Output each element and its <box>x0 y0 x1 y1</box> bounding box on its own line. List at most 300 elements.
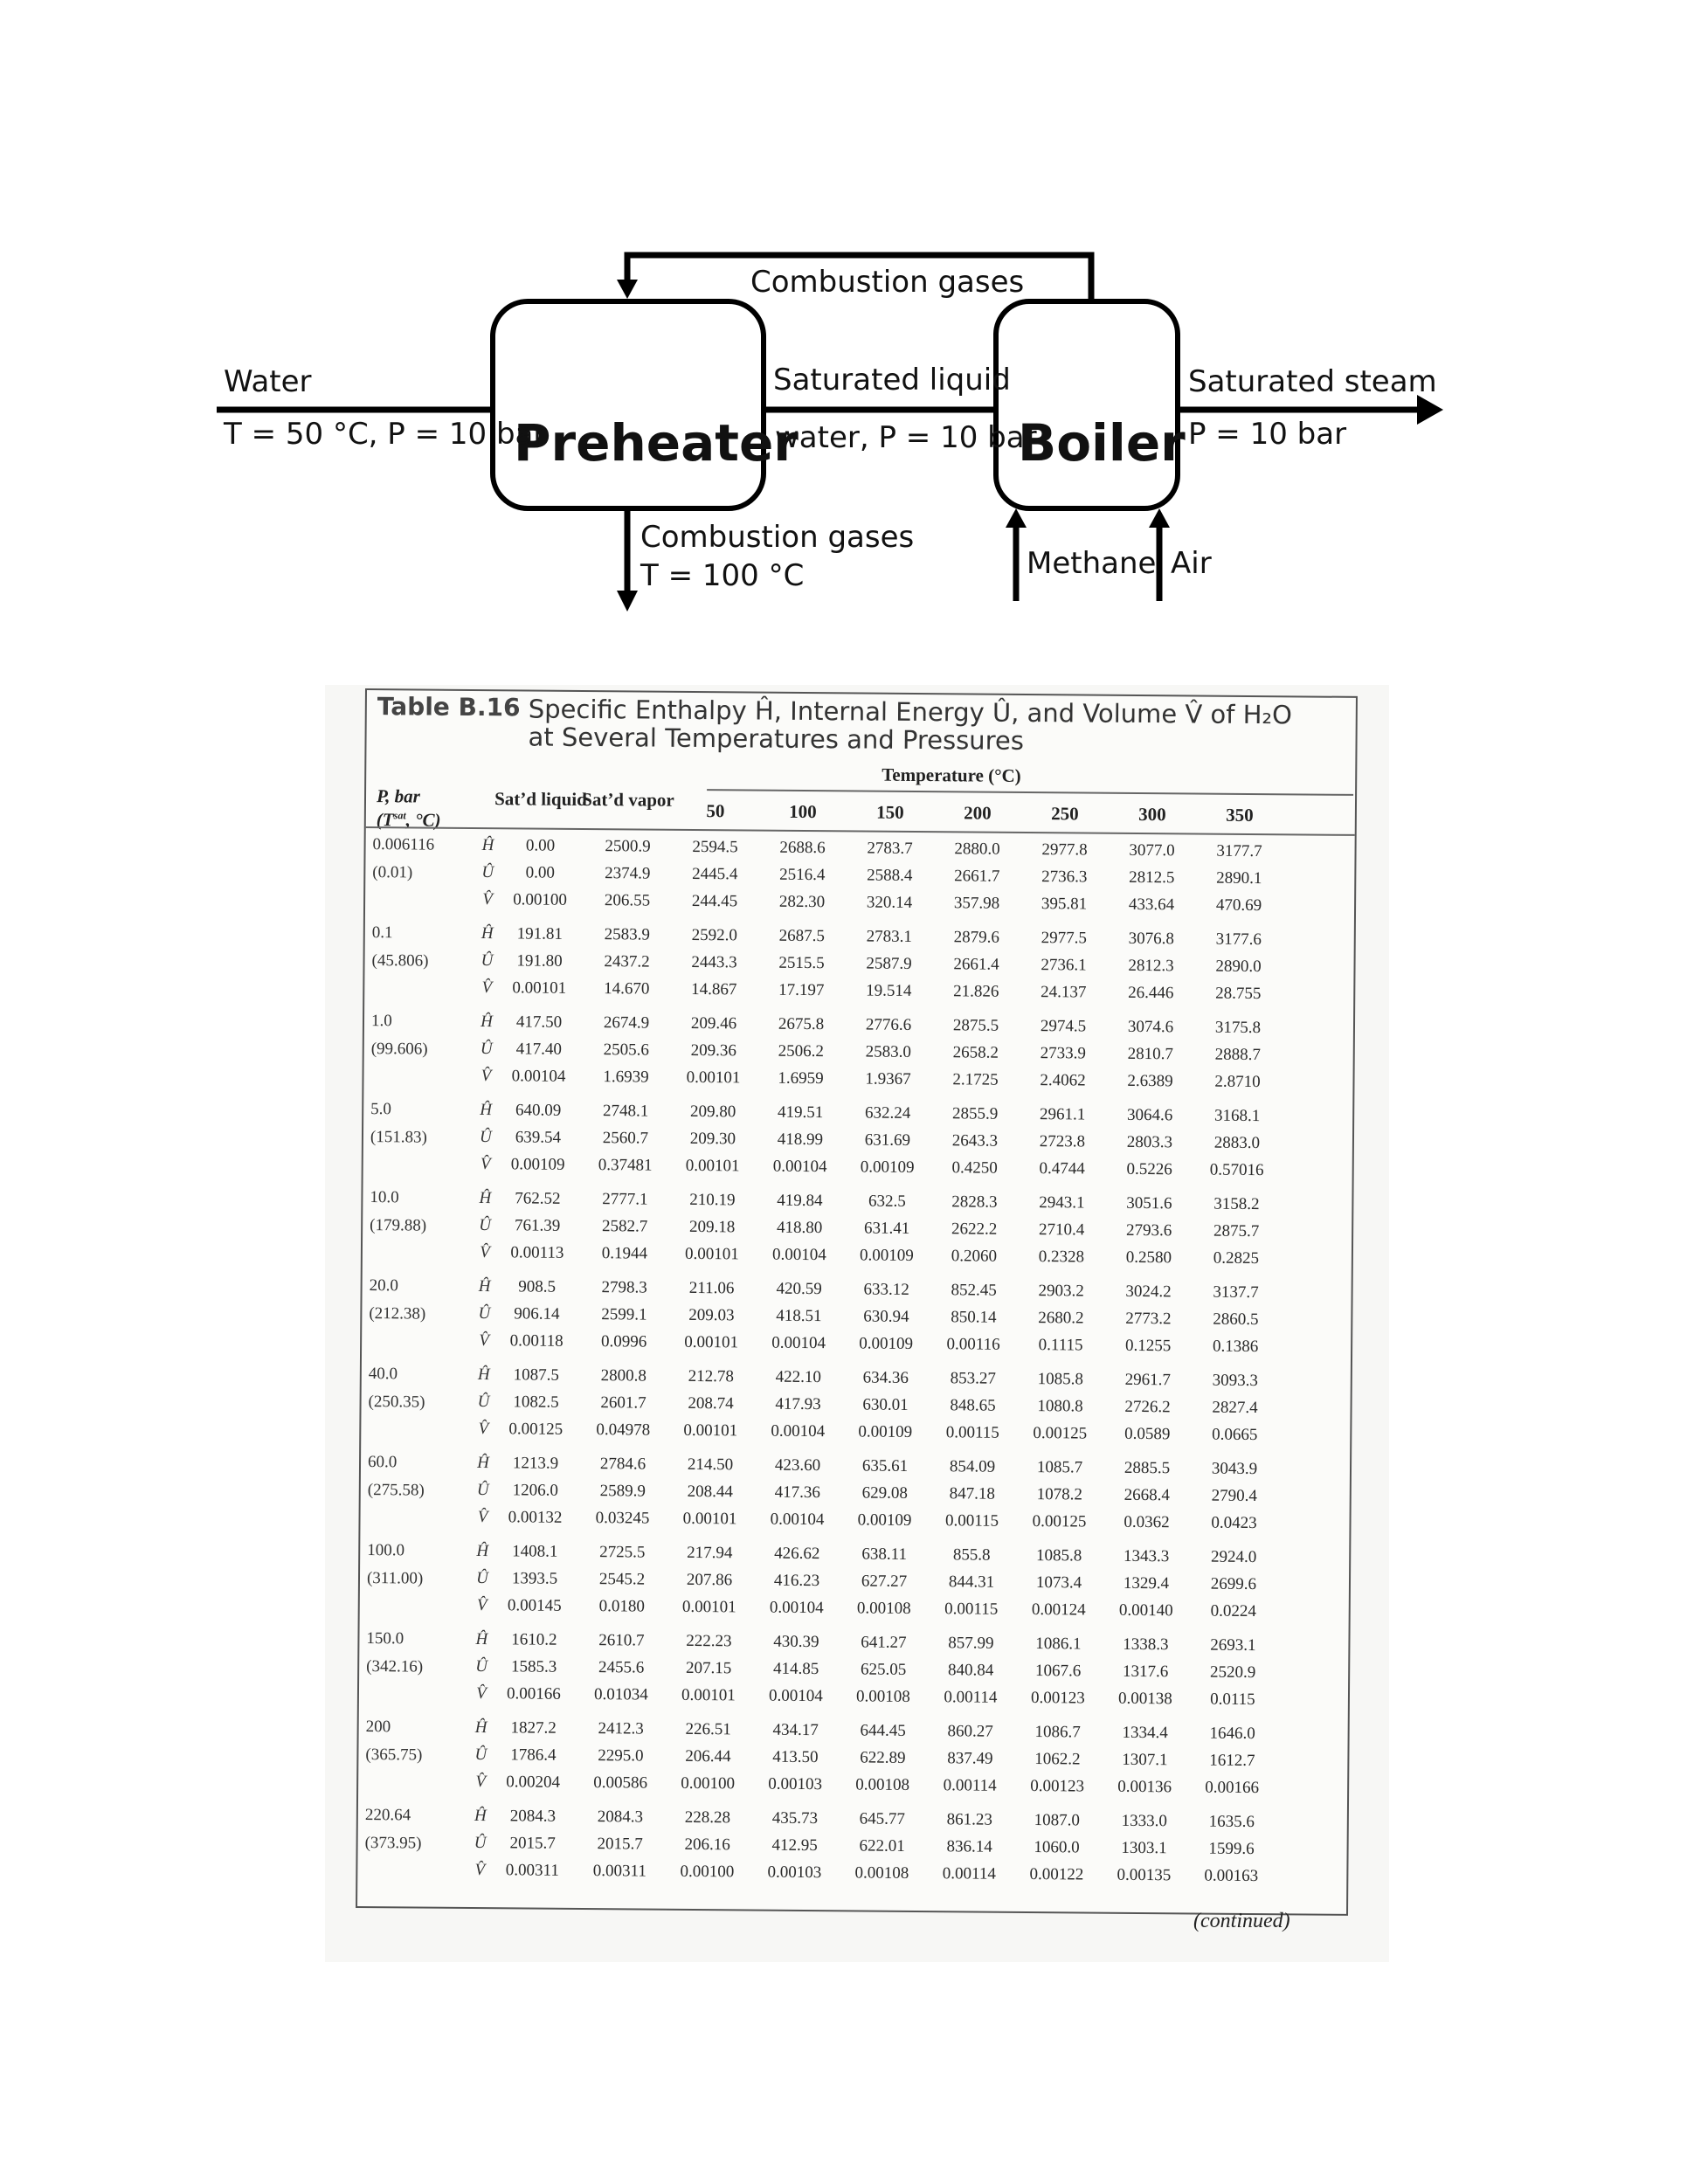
table-cell: 1303.1 <box>1121 1838 1167 1858</box>
table-cell: 28.755 <box>1215 984 1262 1004</box>
pressure-cell <box>366 1629 423 1677</box>
table-cell: 2374.9 <box>605 864 651 883</box>
table-cell: 0.00104 <box>769 1598 824 1618</box>
table-cell: 0.00104 <box>772 1157 827 1177</box>
table-cell: 645.77 <box>859 1809 906 1828</box>
table-cell: 1067.6 <box>1034 1662 1082 1681</box>
table-cell: 840.84 <box>947 1661 994 1680</box>
table-cell: 0.2580 <box>1125 1248 1172 1268</box>
table-cell: 0.00586 <box>593 1773 648 1793</box>
table-cell: 0.1944 <box>601 1244 648 1263</box>
table-cell: 2295.0 <box>598 1746 644 1766</box>
table-cell: 1610.2 <box>511 1630 557 1649</box>
table-cell: 2437.2 <box>604 952 650 971</box>
table-cell: 2455.6 <box>598 1658 645 1677</box>
table-cell: 0.0423 <box>1211 1513 1257 1533</box>
table-cell: 2668.4 <box>1124 1485 1170 1505</box>
table-cell: 0.00311 <box>592 1862 646 1881</box>
table-cell: 0.5226 <box>1126 1159 1172 1179</box>
table-cell: 0.00125 <box>1032 1512 1087 1531</box>
table-cell: 634.36 <box>862 1368 909 1387</box>
table-cell: 420.59 <box>776 1279 822 1299</box>
table-cell: 3051.6 <box>1126 1193 1172 1213</box>
table-cell: 206.16 <box>684 1835 730 1855</box>
table-cell: 418.51 <box>776 1306 822 1326</box>
saturation-temperature: (212.38) <box>369 1304 426 1324</box>
table-cell: 2888.7 <box>1214 1045 1261 1065</box>
table-cell: 2798.3 <box>601 1278 647 1297</box>
table-cell: 1.6959 <box>778 1068 824 1089</box>
table-cell: 0.04978 <box>596 1420 651 1440</box>
table-cell: 0.0224 <box>1210 1601 1256 1621</box>
table-cell: 1585.3 <box>511 1657 557 1676</box>
property-symbol: V̂ <box>475 1773 487 1792</box>
table-cell: 0.00108 <box>855 1687 910 1706</box>
table-cell: 629.08 <box>861 1483 908 1503</box>
table-cell: 2661.4 <box>953 955 999 974</box>
table-cell: 2776.6 <box>865 1015 912 1034</box>
table-cell: 1087.0 <box>1034 1811 1081 1830</box>
table-cell: 2622.2 <box>951 1220 998 1239</box>
continued-note: (continued) <box>1193 1910 1290 1932</box>
column-header: Sat’d vapor <box>582 788 674 811</box>
property-symbol: V̂ <box>481 1067 492 1086</box>
table-cell: 632.24 <box>864 1103 911 1123</box>
table-cell: 0.00100 <box>680 1862 735 1882</box>
table-cell: 1338.3 <box>1123 1635 1169 1655</box>
pressure-value: 0.1 <box>371 923 393 943</box>
table-cell: 2587.9 <box>866 954 912 973</box>
table-cell: 3175.8 <box>1214 1018 1262 1038</box>
table-cell: 2084.3 <box>597 1807 644 1827</box>
table-cell: 2500.9 <box>605 837 651 856</box>
pressure-value: 40.0 <box>368 1365 398 1384</box>
property-symbol: V̂ <box>480 1155 491 1174</box>
property-symbol: Ĥ <box>477 1365 490 1385</box>
property-symbol: V̂ <box>476 1596 487 1615</box>
pressure-cell <box>365 1717 422 1766</box>
pressure-value: 20.0 <box>369 1276 398 1296</box>
table-cell: 3064.6 <box>1126 1105 1173 1125</box>
boiler-box <box>996 301 1178 508</box>
table-cell: 19.514 <box>866 981 912 1000</box>
table-cell: 0.00101 <box>682 1509 737 1529</box>
table-cell: 0.00101 <box>686 1068 741 1088</box>
table-cell: 0.00114 <box>942 1864 996 1883</box>
table-cell: 412.95 <box>771 1835 818 1856</box>
table-cell: 2084.3 <box>509 1807 557 1826</box>
table-cell: 2961.7 <box>1124 1370 1172 1390</box>
table-cell: 0.0665 <box>1212 1425 1258 1445</box>
table-cell: 2015.7 <box>597 1835 643 1854</box>
table-cell: 631.69 <box>864 1130 911 1150</box>
flow-lines <box>0 0 1687 664</box>
table-cell: 419.84 <box>777 1191 823 1211</box>
table-cell: 209.46 <box>690 1013 737 1033</box>
table-cell: 417.36 <box>774 1482 820 1503</box>
table-cell: 2723.8 <box>1039 1132 1086 1151</box>
table-cell: 622.01 <box>859 1836 905 1856</box>
table-cell: 2520.9 <box>1209 1662 1256 1683</box>
table-cell: 0.00122 <box>1029 1865 1084 1884</box>
table-cell: 2810.7 <box>1127 1044 1173 1064</box>
table-cell: 0.0180 <box>598 1597 645 1616</box>
property-symbol: Ĥ <box>481 836 494 855</box>
table-cell: 222.23 <box>686 1631 732 1651</box>
table-cell: 209.36 <box>690 1040 736 1061</box>
table-cell: 632.5 <box>868 1192 906 1211</box>
table-cell: 228.28 <box>684 1807 731 1828</box>
table-cell: 1393.5 <box>511 1569 558 1588</box>
table-cell: 0.00136 <box>1117 1777 1172 1797</box>
table-cell: 2977.5 <box>1041 929 1087 948</box>
table-cell: 2588.4 <box>867 866 913 885</box>
table-cell: 1086.7 <box>1034 1723 1081 1742</box>
steam-outlet-arrowhead <box>1417 395 1443 425</box>
table-cell: 434.17 <box>772 1720 819 1740</box>
table-cell: 3077.0 <box>1129 840 1175 860</box>
table-cell: 211.06 <box>688 1278 735 1298</box>
table-cell: 244.45 <box>691 891 738 911</box>
table-cell: 21.826 <box>953 982 999 1001</box>
property-symbol: V̂ <box>476 1684 487 1704</box>
table-cell: 0.1115 <box>1038 1336 1083 1355</box>
table-cell: 2855.9 <box>951 1104 999 1123</box>
property-symbol: Ĥ <box>481 924 494 943</box>
table-cell: 0.00101 <box>681 1597 736 1617</box>
table-cell: 210.19 <box>689 1190 736 1210</box>
table-cell: 418.99 <box>777 1130 824 1150</box>
table-cell: 1307.1 <box>1122 1750 1168 1770</box>
table-cell: 214.50 <box>687 1455 734 1475</box>
pressure-value: 100.0 <box>367 1541 405 1560</box>
table-cell: 644.45 <box>860 1721 906 1740</box>
table-cell: 0.00135 <box>1117 1865 1172 1885</box>
table-cell: 1786.4 <box>510 1745 557 1765</box>
table-cell: 1.6939 <box>603 1068 649 1087</box>
table-cell: 2812.3 <box>1128 956 1174 976</box>
table-cell: 24.137 <box>1041 983 1087 1002</box>
property-symbol: V̂ <box>474 1861 486 1880</box>
table-cell: 3074.6 <box>1127 1017 1174 1037</box>
table-cell: 2412.3 <box>598 1719 644 1738</box>
boiler-label: Boiler <box>1018 413 1186 473</box>
table-cell: 2687.5 <box>778 926 825 946</box>
property-symbol: V̂ <box>477 1508 488 1527</box>
table-cell: 395.81 <box>1041 895 1088 914</box>
table-cell: 3168.1 <box>1213 1106 1261 1126</box>
table-cell: 3158.2 <box>1213 1194 1260 1214</box>
water-label: Water <box>224 364 312 399</box>
property-symbol: Ĥ <box>479 1189 492 1208</box>
property-symbol: Ĥ <box>475 1630 488 1649</box>
table-cell: 2793.6 <box>1125 1220 1172 1241</box>
table-cell: 2726.2 <box>1124 1397 1171 1417</box>
pressure-value: 220.64 <box>364 1806 411 1825</box>
column-header: 100 <box>789 800 817 823</box>
table-cell: 26.446 <box>1128 983 1174 1003</box>
table-cell: 0.00101 <box>685 1156 740 1176</box>
property-symbol: Û <box>476 1569 488 1588</box>
property-symbol: Ĥ <box>481 1013 493 1032</box>
property-symbol: Û <box>476 1481 489 1500</box>
pressure-cell <box>372 835 434 883</box>
table-cell: 0.00115 <box>944 1600 999 1619</box>
table-cell: 1646.0 <box>1209 1724 1255 1744</box>
pressure-cell <box>368 1365 425 1413</box>
table-cell: 14.867 <box>691 979 737 999</box>
table-cell: 0.00 <box>525 863 556 882</box>
table-cell: 2890.0 <box>1215 957 1262 977</box>
table-cell: 191.81 <box>516 924 563 943</box>
table-cell: 0.1255 <box>1124 1336 1172 1356</box>
table-cell: 2800.8 <box>600 1366 647 1386</box>
table-cell: 0.00138 <box>1117 1689 1172 1709</box>
table-cell: 2674.9 <box>603 1013 650 1033</box>
table-cell: 2903.2 <box>1038 1282 1084 1301</box>
table-cell: 209.03 <box>688 1305 735 1325</box>
table-cell: 0.00115 <box>945 1423 999 1442</box>
table-cell: 0.00104 <box>771 1333 826 1353</box>
table-cell: 2828.3 <box>951 1192 998 1212</box>
table-cell: 2880.0 <box>954 840 1000 859</box>
table-cell: 208.74 <box>688 1393 734 1413</box>
preheater-box <box>493 301 764 508</box>
table-cell: 0.00108 <box>855 1775 910 1794</box>
table-cell: 217.94 <box>687 1543 733 1563</box>
table-cell: 1343.3 <box>1124 1546 1170 1566</box>
table-cell: 2748.1 <box>603 1102 649 1121</box>
table-cell: 0.00104 <box>770 1510 825 1530</box>
table-cell: 470.69 <box>1215 895 1262 916</box>
table-cell: 2599.1 <box>601 1305 647 1324</box>
saturation-temperature: (179.88) <box>370 1216 427 1235</box>
table-cell: 206.44 <box>685 1746 731 1766</box>
pressure-value: 5.0 <box>370 1100 392 1119</box>
column-header-rule <box>366 826 1355 836</box>
table-cell: 0.4744 <box>1039 1159 1085 1178</box>
table-cell: 2582.7 <box>601 1217 648 1236</box>
table-cell: 2812.5 <box>1129 867 1175 888</box>
saturated-steam-pressure-label: P = 10 bar <box>1188 417 1347 452</box>
property-symbol: Ĥ <box>474 1807 487 1826</box>
table-cell: 0.00100 <box>513 890 568 909</box>
table-cell: 906.14 <box>514 1304 560 1324</box>
table-cell: 3024.2 <box>1125 1282 1172 1302</box>
table-cell: 282.30 <box>778 892 826 912</box>
pressure-value: 1.0 <box>370 1012 392 1031</box>
column-header: 250 <box>1051 803 1079 825</box>
table-cell: 622.89 <box>860 1748 906 1767</box>
table-cell: 1408.1 <box>512 1542 558 1561</box>
table-cell: 0.00163 <box>1204 1866 1259 1886</box>
pressure-header: P, bar ($T^{sat}$, °C) <box>376 785 441 831</box>
table-cell: 0.00109 <box>858 1422 913 1441</box>
table-cell: 1317.6 <box>1122 1662 1169 1682</box>
table-cell: 2879.6 <box>953 928 999 947</box>
pressure-cell <box>371 1012 428 1060</box>
column-header: 150 <box>876 801 904 823</box>
property-symbol: Ĥ <box>477 1454 489 1473</box>
combustion-gases-outlet-arrowhead <box>617 591 638 612</box>
table-cell: 854.09 <box>949 1457 996 1476</box>
table-cell: 0.00104 <box>768 1686 823 1706</box>
property-symbol: Û <box>478 1304 491 1324</box>
table-cell: 1213.9 <box>512 1454 559 1473</box>
table-cell: 212.78 <box>688 1366 735 1386</box>
table-cell: 0.00140 <box>1118 1600 1173 1621</box>
table-cell: 0.00100 <box>681 1773 736 1794</box>
table-cell: 1612.7 <box>1209 1751 1255 1771</box>
table-cell: 0.00204 <box>506 1773 561 1792</box>
table-id: Table B.16 <box>377 692 521 722</box>
table-cell: 853.27 <box>950 1369 997 1388</box>
table-cell: 836.14 <box>946 1837 992 1856</box>
table-cell: 2545.2 <box>598 1570 646 1589</box>
table-cell: 1086.1 <box>1035 1635 1082 1654</box>
property-symbol: Û <box>474 1834 487 1853</box>
table-cell: 2688.6 <box>779 838 826 858</box>
table-cell: 635.61 <box>861 1456 909 1476</box>
table-cell: 0.00109 <box>859 1246 914 1265</box>
saturation-temperature: (275.58) <box>367 1481 425 1500</box>
table-cell: 0.2328 <box>1038 1248 1085 1267</box>
table-cell: 627.27 <box>861 1572 908 1591</box>
table-cell: 1599.6 <box>1208 1839 1255 1859</box>
property-symbol: Û <box>481 863 494 882</box>
table-cell: 2783.1 <box>866 927 912 946</box>
pressure-cell <box>365 1806 422 1854</box>
methane-label: Methane <box>1027 546 1157 581</box>
table-cell: 0.00125 <box>508 1420 563 1439</box>
table-cell: 641.27 <box>861 1633 907 1652</box>
table-cell: 2505.6 <box>603 1040 649 1060</box>
table-cell: 2594.5 <box>692 837 738 857</box>
table-cell: 638.11 <box>861 1545 908 1564</box>
table-cell: 630.01 <box>862 1395 909 1414</box>
table-cell: 2443.3 <box>691 952 737 972</box>
table-cell: 2.4062 <box>1040 1071 1086 1090</box>
column-header: 50 <box>706 800 725 822</box>
table-cell: 1085.8 <box>1036 1546 1082 1565</box>
table-cell: 0.57016 <box>1209 1160 1264 1180</box>
table-cell: 2583.0 <box>865 1042 911 1061</box>
pressure-value: 10.0 <box>370 1188 399 1207</box>
column-header: Sat’d liquid <box>494 788 587 810</box>
table-cell: 2589.9 <box>599 1482 646 1501</box>
saturated-liquid-label: Saturated liquid <box>773 363 1011 397</box>
table-cell: 855.8 <box>952 1545 991 1565</box>
table-cell: 320.14 <box>866 893 913 912</box>
table-cell: 0.00109 <box>859 1334 914 1353</box>
table-cell: 2516.4 <box>779 865 826 885</box>
preheater-label: Preheater <box>514 413 799 473</box>
saturation-temperature: (365.75) <box>365 1745 423 1765</box>
table-cell: 0.00101 <box>684 1244 739 1264</box>
table-cell: 0.00103 <box>767 1863 822 1883</box>
table-cell: 0.1386 <box>1212 1337 1259 1357</box>
table-cell: 14.670 <box>604 979 650 999</box>
air-arrowhead <box>1149 508 1170 528</box>
combustion-gases-top-label: Combustion gases <box>750 265 1025 300</box>
pressure-value: 0.006116 <box>372 835 435 854</box>
property-symbol: V̂ <box>479 1331 490 1351</box>
table-cell: 2885.5 <box>1124 1458 1171 1478</box>
table-cell: 209.80 <box>689 1102 736 1122</box>
table-cell: 2661.7 <box>954 867 1000 886</box>
table-cell: 852.45 <box>951 1281 997 1300</box>
pressure-value: 200 <box>365 1717 391 1737</box>
combustion-gases-out-temp-label: T = 100 °C <box>640 558 805 593</box>
table-cell: 2658.2 <box>952 1043 999 1062</box>
table-cell: 2777.1 <box>602 1190 648 1209</box>
property-symbol: Ĥ <box>476 1542 489 1561</box>
combustion-gases-out-label: Combustion gases <box>640 520 915 555</box>
table-cell: 2783.7 <box>867 839 913 858</box>
table-cell: 1334.4 <box>1122 1723 1168 1743</box>
table-cell: 426.62 <box>774 1544 820 1564</box>
table-cell: 844.31 <box>948 1572 995 1592</box>
table-cell: 414.85 <box>772 1659 819 1679</box>
property-symbol: V̂ <box>482 890 493 909</box>
table-cell: 837.49 <box>947 1749 993 1768</box>
table-cell: 2860.5 <box>1213 1310 1259 1330</box>
methane-arrowhead <box>1006 508 1027 528</box>
property-symbol: Û <box>475 1657 488 1676</box>
table-cell: 0.00123 <box>1030 1777 1085 1796</box>
table-cell: 0.00114 <box>943 1776 997 1795</box>
table-cell: 857.99 <box>948 1634 994 1653</box>
table-cell: 0.0115 <box>1210 1690 1255 1710</box>
table-cell: 761.39 <box>514 1216 561 1235</box>
table-cell: 0.4250 <box>951 1158 998 1178</box>
table-cell: 417.93 <box>775 1394 821 1414</box>
table-cell: 0.00125 <box>1033 1424 1088 1443</box>
saturation-temperature: (311.00) <box>366 1569 424 1588</box>
table-cell: 639.54 <box>515 1128 562 1147</box>
table-cell: 416.23 <box>773 1571 820 1591</box>
table-cell: 2560.7 <box>602 1129 649 1148</box>
column-header: 350 <box>1226 804 1254 826</box>
table-cell: 430.39 <box>773 1632 819 1652</box>
table-cell: 0.00104 <box>511 1067 566 1086</box>
table-cell: 2790.4 <box>1211 1486 1257 1506</box>
table-cell: 860.27 <box>947 1722 993 1741</box>
table-cell: 2924.0 <box>1211 1547 1257 1567</box>
pressure-cell <box>370 1188 426 1236</box>
saturation-temperature: (99.606) <box>370 1040 428 1059</box>
table-cell: 1206.0 <box>512 1481 559 1500</box>
table-cell: 2693.1 <box>1210 1635 1256 1655</box>
table-cell: 2943.1 <box>1039 1193 1085 1213</box>
table-cell: 1087.5 <box>513 1365 560 1385</box>
table-cell: 207.15 <box>685 1658 732 1678</box>
table-cell: 2784.6 <box>599 1455 646 1474</box>
table-cell: 0.00101 <box>684 1332 739 1352</box>
property-symbol: V̂ <box>478 1420 489 1439</box>
table-cell: 2.8710 <box>1214 1072 1261 1092</box>
table-cell: 207.86 <box>686 1570 733 1590</box>
temperature-rule <box>707 789 1353 796</box>
table-cell: 433.64 <box>1128 895 1175 915</box>
table-cell: 357.98 <box>953 894 1000 913</box>
property-symbol: Û <box>480 1128 492 1147</box>
table-cell: 1073.4 <box>1035 1573 1082 1593</box>
saturated-steam-label: Saturated steam <box>1188 364 1437 399</box>
table-cell: 2773.2 <box>1125 1309 1172 1329</box>
saturation-temperature: (151.83) <box>370 1128 427 1147</box>
table-caption: Specific Enthalpy Ĥ, Internal Energy Û, and Volume V̂ of H₂O at Several Temperatures and Pressures <box>528 694 1293 756</box>
